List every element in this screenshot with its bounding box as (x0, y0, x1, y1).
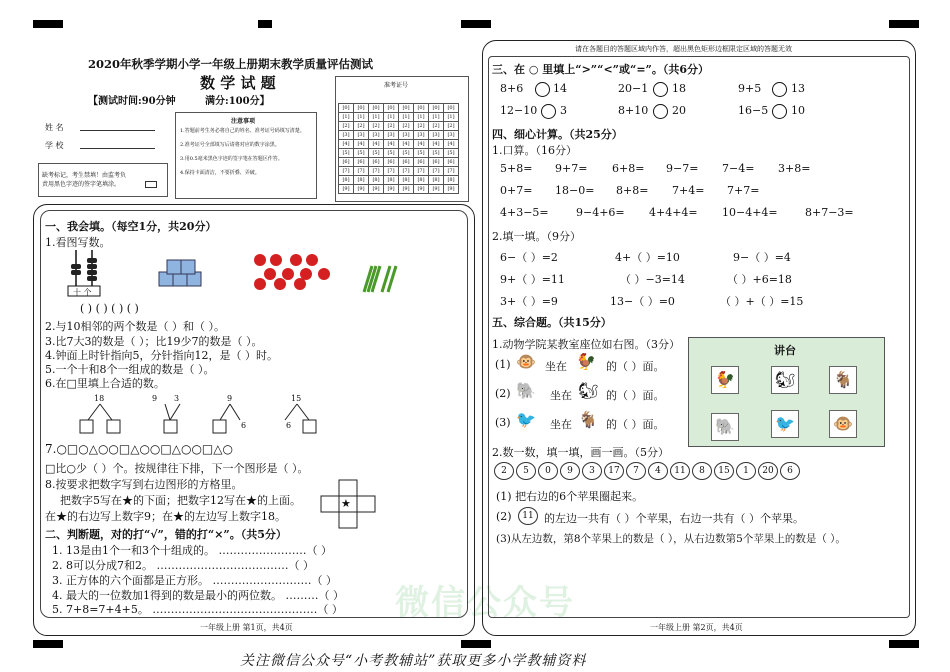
calc-item[interactable]: 0+7= (500, 184, 533, 197)
q8-text: 8.按要求把数字写到右边图形的方格里。 (45, 478, 243, 491)
judge-item[interactable]: 1. 13是由1个一和3个十组成的。 ……………………（ ） (52, 544, 332, 557)
apple-number[interactable]: 2 (494, 462, 514, 480)
elephant-icon: 🐘 (516, 381, 536, 400)
top-note: 请在各题目的答题区域内作答，超出黑色矩形边框限定区域的答题无效 (575, 45, 792, 53)
judge-item[interactable]: 2. 8可以分成7和2。 ………………………………（ ） (52, 559, 314, 572)
calc-item[interactable]: 7+4= (672, 184, 705, 197)
school-field[interactable] (80, 148, 155, 149)
calc-item[interactable]: 18−0= (555, 184, 595, 197)
notes-box (175, 112, 317, 199)
apple-number[interactable]: 8 (692, 462, 712, 480)
compare-right: 20 (672, 104, 686, 117)
name-label: 姓 名 (45, 123, 64, 132)
registration-mark (33, 20, 63, 28)
compare-circle[interactable] (772, 82, 787, 97)
fill-item[interactable]: 9+（ ）=11 (500, 273, 565, 286)
zoo-row-num: (2) (495, 387, 511, 400)
fill-item[interactable]: （ ）−3=14 (620, 273, 685, 286)
oral-heading: 1.口算。（16分） (492, 144, 577, 157)
exam-id-grid (335, 76, 469, 202)
calc-item[interactable]: 8+7−3= (805, 206, 854, 219)
notes-line: 1.答题前考生务必将自己的姓名、准考证号码填写清楚。 (180, 128, 305, 134)
fill-item[interactable]: 9−（ ）=4 (733, 251, 791, 264)
q4-text: 4.钟面上时针指向5，分针指向12，是（ ）时。 (45, 349, 278, 362)
apple-number[interactable]: 6 (780, 462, 800, 480)
compare-right: 18 (672, 82, 686, 95)
squirrel-icon: 🐿 (578, 381, 599, 400)
section3-heading: 三、在 ○ 里填上“>”“<”或“=”。（共6分） (492, 63, 710, 76)
apple-number[interactable]: 3 (582, 462, 602, 480)
time-info: 【测试时间:90分钟 (88, 96, 176, 107)
notes-line: 3.用0.5毫米黑色字迹的签字笔在答题区作答。 (180, 156, 283, 162)
fill-item[interactable]: 3+（ ）=9 (500, 295, 558, 308)
zoo-face[interactable]: 的（ ）面。 (606, 360, 665, 373)
calc-item[interactable]: 7+7= (727, 184, 760, 197)
apple-number[interactable]: 5 (516, 462, 536, 480)
monkey-icon: 🐵 (516, 352, 536, 371)
monkey-icon: 🐵 (829, 410, 857, 438)
count-q2-num: (2) (496, 510, 512, 523)
subject-title: 数 学 试 题 (200, 74, 276, 92)
notes-line: 4.保持卡面清洁，不要折叠、弄破。 (180, 170, 260, 176)
tree-number: 6 (286, 421, 292, 430)
tree-number: 15 (291, 394, 302, 403)
absent-box (38, 163, 168, 197)
q1-text: 1.看图写数。 (45, 236, 111, 249)
count-q3[interactable]: (3)从左边数，第8个苹果上的数是（ ），从右边数第5个苹果上的数是（ ）。 (496, 533, 846, 545)
q8-line-a: 把数字5写在★的下面；把数字12写在★的上面。 (60, 494, 301, 507)
calc-item[interactable]: 4+4+4= (649, 206, 698, 219)
registration-mark (461, 640, 491, 648)
classroom-map (688, 337, 885, 447)
compare-left: 12−10 (500, 104, 538, 117)
calc-item[interactable]: 3+8= (778, 162, 811, 175)
compare-right: 10 (791, 104, 805, 117)
exam-id-bubbles[interactable]: [0] [0] [0] [0] [0] [0] [0] [0] [1] [1] [1] [1] [1] [1] [1] [1] [2] [2] [2] [2] [2] [2] [2] [2] [3] [3] [3] [3] [3] [3] [3] [3] [4] [4] [4] [4] [4] [4] [4] [4] [5] [5] [5] [5] [5] [5] [5] [5] [6] [6] [6] [6] [6] [6] [6] [6] [7] [7] [7] [7] [7] [7] [7] [7] [8] [8] [8] [8] [8] [8] [8] [8] [9] [9] [9] [9] [9] [9] [9] [9] (338, 103, 459, 194)
exam-title: 2020年秋季学期小学一年级上册期末教学质量评估测试 (88, 57, 374, 71)
school-label: 学 校 (45, 141, 64, 150)
count-q2-text[interactable]: 的左边一共有（ ）个苹果，右边一共有（ ）个苹果。 (544, 512, 804, 525)
notes-title: 注意事项 (231, 118, 256, 125)
q6-text: 6.在□里填上合适的数。 (45, 377, 165, 390)
rooster-icon: 🐓 (576, 352, 596, 371)
section5-heading: 五、综合题。（共15分） (492, 316, 612, 329)
rooster-icon: 🐓 (711, 366, 739, 394)
apple-row[interactable] (494, 462, 802, 480)
apples-icon (250, 252, 340, 292)
goat-icon: 🐐 (578, 410, 598, 429)
judge-item[interactable]: 3. 正方体的六个面都是正方形。 ………………………（ ） (52, 574, 337, 587)
zoo-face[interactable]: 的（ ）面。 (606, 389, 665, 402)
absent-note: 缺考标记，考生禁填！由监考负责用黑色字迹的签字笔填涂。 (42, 172, 127, 188)
bottom-banner: 关注微信公众号“小考教辅站”获取更多小学教辅资料 (240, 653, 587, 669)
q7-pattern: 7.○□○△○○□△○○□△○○□△○ (45, 442, 233, 456)
bird-icon: 🐦 (516, 410, 536, 429)
q1-blanks[interactable]: ( ) ( ) ( ) ( ) (80, 302, 139, 315)
apple-number[interactable]: 7 (626, 462, 646, 480)
elephant-icon: 🐘 (711, 413, 739, 441)
compare-left: 9+5 (738, 82, 762, 95)
registration-mark (889, 20, 919, 28)
compare-left: 20−1 (618, 82, 649, 95)
compare-right: 14 (553, 82, 567, 95)
compare-circle[interactable] (772, 104, 787, 119)
calc-item[interactable]: 10−4+4= (722, 206, 778, 219)
section4-heading: 四、细心计算。（共25分） (492, 128, 623, 141)
apple-number[interactable]: 0 (538, 462, 558, 480)
compare-circle[interactable] (541, 104, 556, 119)
calc-item[interactable]: 6+8= (612, 162, 645, 175)
compare-left: 16−5 (738, 104, 769, 117)
zoo-face[interactable]: 的（ ）面。 (606, 418, 665, 431)
compare-circle[interactable] (535, 82, 550, 97)
zoo-sit: 坐在 (545, 360, 567, 373)
apple-number[interactable]: 11 (670, 462, 690, 480)
zoo-row-num: (3) (495, 416, 511, 429)
name-field[interactable] (80, 130, 155, 131)
judge-item[interactable]: 5. 7+8=7+4+5。 ………………………………………（ ） (52, 603, 343, 616)
apple-number[interactable]: 15 (714, 462, 734, 480)
bird-icon: 🐦 (771, 410, 799, 438)
apple-number[interactable]: 17 (604, 462, 624, 480)
tree-number: 6 (241, 421, 247, 430)
compare-circle[interactable] (653, 82, 668, 97)
fill-item[interactable]: （ ）+（ ）=15 (720, 295, 804, 308)
fill-heading: 2.填一填。（9分） (492, 230, 581, 243)
count-question: 2.数一数，填一填，画一画。（5分） (492, 446, 669, 459)
cubes-icon (157, 254, 212, 294)
star-icon: ★ (341, 497, 351, 510)
score-info: 满分:100分】 (205, 96, 270, 107)
exam-id-label: 准考证号 (384, 82, 409, 89)
zoo-sit: 坐在 (550, 389, 572, 402)
q8-line-b: 在★的右边写上数字9；在★的左边写上数字18。 (45, 510, 286, 523)
calc-item[interactable]: 9−4+6= (576, 206, 625, 219)
apple-number[interactable]: 9 (560, 462, 580, 480)
registration-mark (258, 20, 272, 28)
fill-item[interactable]: （ ）+6=18 (727, 273, 792, 286)
calc-item[interactable]: 4+3−5= (500, 206, 549, 219)
watermark: 微信公众号 (395, 583, 575, 623)
q5-text: 5.一个十和8个一组成的数是（ ）。 (45, 363, 215, 376)
notes-line: 2.准考证号全部填写后请将对应的数字涂黑。 (180, 142, 280, 148)
registration-mark (33, 640, 63, 648)
apple-number[interactable]: 1 (736, 462, 756, 480)
page-footer: 一年级上册 第2页，共4页 (650, 623, 743, 632)
zoo-sit: 坐在 (550, 418, 572, 431)
q2-text: 2.与10相邻的两个数是（ ）和（ ）。 (45, 320, 225, 333)
registration-mark (889, 640, 919, 648)
apple-number: 11 (518, 507, 538, 525)
fill-item[interactable]: 6−（ ）=2 (500, 251, 558, 264)
compare-left: 8+10 (618, 104, 649, 117)
calc-item[interactable]: 7−4= (722, 162, 755, 175)
q3-text: 3.比7大3的数是（ ）；比19少7的数是（ ）。 (45, 335, 263, 348)
registration-mark (461, 20, 491, 28)
calc-item[interactable]: 8+8= (616, 184, 649, 197)
calc-item[interactable]: 5+8= (500, 162, 533, 175)
calc-item[interactable]: 9+7= (555, 162, 588, 175)
absent-checkbox[interactable] (145, 181, 157, 188)
count-q1: (1) 把右边的6个苹果圈起来。 (496, 490, 644, 503)
compare-right: 13 (791, 82, 805, 95)
section2-heading: 二、判断题，对的打“√”，错的打“×”。（共5分） (45, 528, 287, 541)
calc-item[interactable]: 9−7= (666, 162, 699, 175)
squirrel-icon: 🐿 (771, 366, 799, 394)
fill-item[interactable]: 13−（ ）=0 (610, 295, 675, 308)
section1-heading: 一、我会填。（每空1分，共20分） (45, 220, 217, 233)
abacus-labels: 十 个 (73, 288, 92, 297)
tree-number: 9 (152, 394, 158, 403)
zoo-row-num: (1) (495, 358, 511, 371)
judge-item[interactable]: 4. 最大的一位数加1得到的数是最小的两位数。 ………（ ） (52, 589, 344, 602)
compare-left: 8+6 (500, 82, 524, 95)
goat-icon: 🐐 (829, 366, 857, 394)
fill-item[interactable]: 4+（ ）=10 (615, 251, 680, 264)
q7-question: □比○少（ ）个。按规律往下排，下一个图形是（ ）。 (45, 462, 309, 475)
sticks-icon (358, 262, 398, 296)
tree-number: 9 (227, 394, 233, 403)
compare-right: 3 (560, 104, 567, 117)
apple-number[interactable]: 20 (758, 462, 778, 480)
zoo-question: 1.动物学院某教室座位如右图。（3分） (492, 338, 680, 351)
podium-label: 讲台 (774, 344, 796, 357)
tree-number: 3 (174, 394, 180, 403)
apple-number[interactable]: 4 (648, 462, 668, 480)
compare-circle[interactable] (653, 104, 668, 119)
tree-number: 18 (94, 394, 105, 403)
page-footer: 一年级上册 第1页，共4页 (200, 623, 293, 632)
